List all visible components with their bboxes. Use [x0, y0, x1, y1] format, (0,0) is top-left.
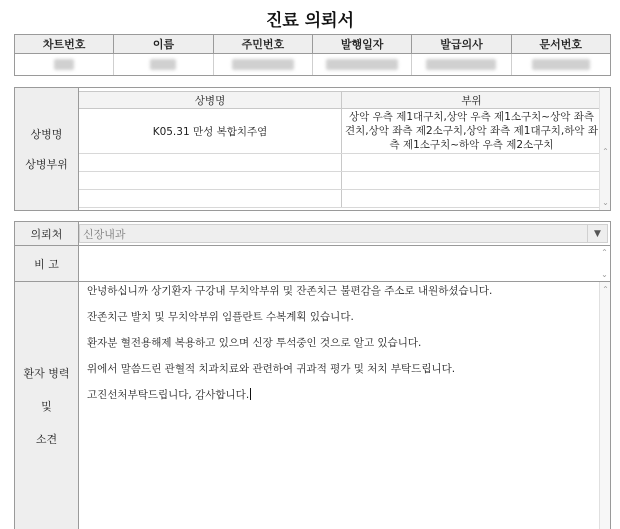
referral-label: 의뢰처	[15, 222, 79, 245]
issuing-doctor-header: 발급의사	[412, 35, 511, 53]
resident-number-header: 주민번호	[214, 35, 313, 53]
redacted-resident-number	[232, 59, 294, 70]
remarks-label: 비 고	[15, 246, 79, 281]
opinion-text	[87, 284, 596, 414]
scroll-up-arrow-icon[interactable]: ⌃	[601, 248, 608, 257]
diagnosis-section	[14, 87, 611, 211]
referral-form	[14, 221, 611, 529]
opinion-label-line1: 환자 병력	[23, 367, 70, 380]
diagnosis-site-label: 상병부위	[25, 158, 68, 171]
diagnosis-site-column-header: 부위	[461, 94, 482, 107]
opinion-line-last	[87, 388, 596, 414]
chart-number-header: 차트번호	[15, 35, 114, 53]
diagnosis-name-cell[interactable]: K05.31 만성 복합치주염	[79, 109, 342, 153]
diagnosis-name-label: 상병명	[30, 128, 63, 141]
redacted-issuing-doctor	[426, 59, 496, 70]
issue-date-value[interactable]	[313, 54, 412, 75]
opinion-label-line3: 소견	[35, 433, 58, 446]
opinion-line: 잔존치근 발치 및 무치악부위 임플란트 수복계획 있습니다.	[87, 311, 354, 323]
diagnosis-table-header	[79, 92, 601, 109]
referral-department-value: 신장내과	[83, 227, 126, 241]
text-caret	[250, 388, 251, 400]
document-number-header: 문서번호	[539, 38, 583, 51]
empty-cell[interactable]	[79, 172, 342, 189]
opinion-line: 안녕하십니까 상기환자 구강내 무치악부위 및 잔존치근 불편감을 주소로 내원하셨습니다.	[87, 285, 493, 297]
remarks-field[interactable]	[79, 246, 610, 281]
redacted-document-number	[532, 59, 590, 70]
diagnosis-label-cell	[15, 88, 79, 210]
opinion-row	[15, 282, 610, 529]
diagnosis-site-cell[interactable]: 상악 우측 제1대구치,상악 우측 제1소구치~상악 좌측 견치,상악 좌측 제2소구치,상악 좌측 제1대구치,하악 좌측 제1소구치~하악 우측 제2소구치	[344, 111, 599, 151]
diagnosis-name-column-header: 상병명	[79, 92, 342, 108]
opinion-label-line2: 및	[41, 400, 52, 413]
chevron-down-icon[interactable]: ▼	[587, 225, 607, 242]
diagnosis-table	[79, 91, 601, 208]
opinion-line: 고진선처부탁드립니다, 감사합니다.	[87, 389, 250, 401]
redacted-chart-number	[54, 59, 74, 70]
opinion-line: 환자분 혈전용해제 복용하고 있으며 신장 투석중인 것으로 알고 있습니다.	[87, 337, 422, 349]
opinion-label-cell	[15, 282, 79, 529]
patient-info-table	[14, 34, 611, 76]
issuing-doctor-value[interactable]	[412, 54, 511, 75]
remarks-scrollbar[interactable]	[599, 246, 610, 281]
empty-cell[interactable]	[342, 154, 601, 171]
scroll-up-arrow-icon[interactable]: ⌃	[602, 285, 609, 294]
opinion-textarea[interactable]	[79, 282, 610, 529]
scroll-down-arrow-icon[interactable]: ⌄	[602, 198, 609, 207]
opinion-scrollbar[interactable]	[599, 282, 610, 529]
patient-info-value-row	[15, 54, 610, 75]
resident-number-value[interactable]	[214, 54, 313, 75]
referral-row	[15, 222, 610, 246]
opinion-line: 위에서 말씀드린 관혈적 치과치료와 관련하여 귀과적 평가 및 처치 부탁드립니다.	[87, 363, 456, 375]
table-row[interactable]	[79, 190, 601, 208]
empty-cell[interactable]	[79, 154, 342, 171]
document-number-value[interactable]	[512, 54, 610, 75]
empty-cell[interactable]	[79, 190, 342, 207]
empty-cell[interactable]	[342, 190, 601, 207]
diagnosis-scrollbar[interactable]	[599, 88, 610, 210]
issue-date-header: 발행일자	[313, 35, 412, 53]
redacted-name	[150, 59, 176, 70]
scroll-up-arrow-icon[interactable]: ⌃	[602, 147, 609, 156]
name-header: 이름	[114, 35, 213, 53]
empty-cell[interactable]	[342, 172, 601, 189]
chart-number-value[interactable]	[15, 54, 114, 75]
document-title: 진료 의뢰서	[265, 11, 355, 31]
remarks-row	[15, 246, 610, 282]
diagnosis-grid[interactable]	[79, 88, 610, 210]
table-row[interactable]	[79, 109, 601, 154]
patient-info-header-row	[15, 35, 610, 54]
redacted-issue-date	[326, 59, 398, 70]
referral-department-select[interactable]	[79, 224, 608, 243]
table-row[interactable]	[79, 154, 601, 172]
scroll-down-arrow-icon[interactable]: ⌄	[601, 270, 608, 279]
table-row[interactable]	[79, 172, 601, 190]
referral-field-wrap	[79, 222, 610, 245]
name-value[interactable]	[114, 54, 213, 75]
